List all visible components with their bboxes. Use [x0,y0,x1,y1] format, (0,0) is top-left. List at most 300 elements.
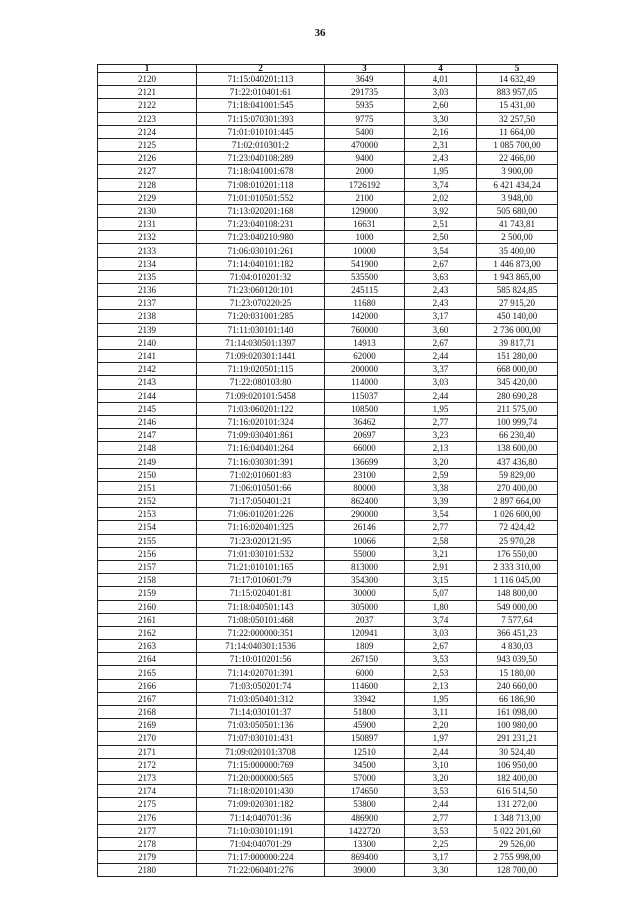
rate-cell: 3,92 [405,204,477,217]
table-row [98,323,558,336]
value-cell: 100 980,00 [477,719,558,732]
area-cell: 80000 [325,481,405,494]
row-number-cell: 2138 [98,310,197,323]
area-cell: 14913 [325,336,405,349]
table-row [98,363,558,376]
cadastral-number-cell: 71:18:020101:430 [197,785,325,798]
table-row [98,653,558,666]
table-row [98,152,558,165]
row-number-cell: 2170 [98,732,197,745]
area-cell: 16631 [325,218,405,231]
cadastral-number-cell: 71:20:031001:285 [197,310,325,323]
row-number-cell: 2142 [98,363,197,376]
rate-cell: 2,44 [405,745,477,758]
cadastral-number-cell: 71:22:000000:351 [197,626,325,639]
area-cell: 541900 [325,257,405,270]
row-number-cell: 2167 [98,692,197,705]
table-row [98,402,558,415]
row-number-cell: 2149 [98,455,197,468]
row-number-cell: 2171 [98,745,197,758]
cadastral-number-cell: 71:03:050401:312 [197,692,325,705]
table-row [98,613,558,626]
cadastral-number-cell: 71:16:020401:325 [197,521,325,534]
rate-cell: 2,02 [405,191,477,204]
table-row [98,231,558,244]
cadastral-number-cell: 71:18:041001:545 [197,99,325,112]
area-cell: 10066 [325,534,405,547]
area-cell: 2037 [325,613,405,626]
cadastral-number-cell: 71:23:040108:289 [197,152,325,165]
cadastral-number-cell: 71:22:060401:276 [197,864,325,877]
rate-cell: 3,53 [405,653,477,666]
area-cell: 5935 [325,99,405,112]
table-row [98,310,558,323]
area-cell: 45900 [325,719,405,732]
area-cell: 200000 [325,363,405,376]
area-cell: 245115 [325,284,405,297]
rate-cell: 2,67 [405,336,477,349]
row-number-cell: 2168 [98,706,197,719]
table-row [98,771,558,784]
cadastral-number-cell: 71:23:020121:95 [197,534,325,547]
rate-cell: 2,13 [405,679,477,692]
cadastral-number-cell: 71:08:010201:118 [197,178,325,191]
table-row [98,758,558,771]
row-number-cell: 2158 [98,574,197,587]
value-cell: 668 000,00 [477,363,558,376]
row-number-cell: 2155 [98,534,197,547]
value-cell: 2 736 000,00 [477,323,558,336]
table-row [98,244,558,257]
value-cell: 2 500,00 [477,231,558,244]
cadastral-number-cell: 71:23:070220:25 [197,297,325,310]
row-number-cell: 2151 [98,481,197,494]
area-cell: 129000 [325,204,405,217]
rate-cell: 3,03 [405,626,477,639]
area-cell: 11680 [325,297,405,310]
row-number-cell: 2152 [98,495,197,508]
area-cell: 13300 [325,837,405,850]
value-cell: 131 272,00 [477,798,558,811]
rate-cell: 1,80 [405,600,477,613]
row-number-cell: 2146 [98,415,197,428]
value-cell: 22 466,00 [477,152,558,165]
rate-cell: 2,43 [405,152,477,165]
value-cell: 138 600,00 [477,442,558,455]
area-cell: 813000 [325,560,405,573]
column-header-1: 1 [98,65,197,73]
row-number-cell: 2157 [98,560,197,573]
row-number-cell: 2135 [98,270,197,283]
value-cell: 15 180,00 [477,666,558,679]
row-number-cell: 2127 [98,165,197,178]
cadastral-number-cell: 71:06:010201:226 [197,508,325,521]
row-number-cell: 2156 [98,547,197,560]
rate-cell: 3,20 [405,771,477,784]
table-row [98,600,558,613]
value-cell: 182 400,00 [477,771,558,784]
table-row [98,560,558,573]
table-row [98,745,558,758]
table-row [98,73,558,86]
cadastral-number-cell: 71:02:010601:83 [197,468,325,481]
table-row [98,534,558,547]
table-row [98,86,558,99]
table-row [98,864,558,877]
table-row [98,798,558,811]
row-number-cell: 2175 [98,798,197,811]
area-cell: 115037 [325,389,405,402]
header-row [98,65,558,73]
table-row [98,521,558,534]
row-number-cell: 2134 [98,257,197,270]
row-number-cell: 2169 [98,719,197,732]
area-cell: 136699 [325,455,405,468]
column-header-4: 4 [405,65,477,73]
area-cell: 30000 [325,587,405,600]
area-cell: 53800 [325,798,405,811]
value-cell: 270 400,00 [477,481,558,494]
rate-cell: 3,21 [405,547,477,560]
area-cell: 66000 [325,442,405,455]
table-row [98,706,558,719]
rate-cell: 4,01 [405,73,477,86]
area-cell: 33942 [325,692,405,705]
cadastral-number-cell: 71:23:040108:231 [197,218,325,231]
row-number-cell: 2143 [98,376,197,389]
rate-cell: 2,44 [405,349,477,362]
cadastral-number-cell: 71:18:040501:143 [197,600,325,613]
row-number-cell: 2144 [98,389,197,402]
rate-cell: 1,95 [405,165,477,178]
value-cell: 3 900,00 [477,165,558,178]
table-row [98,495,558,508]
row-number-cell: 2150 [98,468,197,481]
area-cell: 486900 [325,811,405,824]
cadastral-number-cell: 71:11:030101:140 [197,323,325,336]
area-cell: 535500 [325,270,405,283]
cadastral-number-cell: 71:16:030301:391 [197,455,325,468]
value-cell: 27 915,20 [477,297,558,310]
table-row [98,349,558,362]
rate-cell: 3,53 [405,824,477,837]
rate-cell: 2,16 [405,125,477,138]
value-cell: 1 116 045,00 [477,574,558,587]
row-number-cell: 2148 [98,442,197,455]
area-cell: 9400 [325,152,405,165]
value-cell: 616 514,50 [477,785,558,798]
row-number-cell: 2179 [98,851,197,864]
column-header-2: 2 [197,65,325,73]
cadastral-number-cell: 71:17:010601:79 [197,574,325,587]
rate-cell: 2,20 [405,719,477,732]
rate-cell: 3,30 [405,112,477,125]
value-cell: 345 420,00 [477,376,558,389]
value-cell: 25 970,28 [477,534,558,547]
rate-cell: 3,17 [405,851,477,864]
area-cell: 3649 [325,73,405,86]
value-cell: 35 400,00 [477,244,558,257]
table-body [98,73,558,877]
rate-cell: 2,60 [405,99,477,112]
table-row [98,692,558,705]
rate-cell: 3,15 [405,574,477,587]
rate-cell: 3,39 [405,495,477,508]
value-cell: 240 660,00 [477,679,558,692]
area-cell: 114000 [325,376,405,389]
value-cell: 29 526,00 [477,837,558,850]
area-cell: 12510 [325,745,405,758]
row-number-cell: 2164 [98,653,197,666]
value-cell: 1 348 713,00 [477,811,558,824]
table-row [98,389,558,402]
rate-cell: 2,53 [405,666,477,679]
area-cell: 869400 [325,851,405,864]
row-number-cell: 2140 [98,336,197,349]
value-cell: 151 280,00 [477,349,558,362]
rate-cell: 3,60 [405,323,477,336]
rate-cell: 3,53 [405,785,477,798]
area-cell: 354300 [325,574,405,587]
area-cell: 34500 [325,758,405,771]
cadastral-number-cell: 71:14:030101:37 [197,706,325,719]
cadastral-number-cell: 71:09:020101:3708 [197,745,325,758]
rate-cell: 1,95 [405,402,477,415]
area-cell: 305000 [325,600,405,613]
area-cell: 1422720 [325,824,405,837]
table-row [98,125,558,138]
rate-cell: 2,77 [405,415,477,428]
table-row [98,640,558,653]
cadastral-number-cell: 71:15:020401:81 [197,587,325,600]
row-number-cell: 2153 [98,508,197,521]
rate-cell: 3,37 [405,363,477,376]
rate-cell: 1,97 [405,732,477,745]
row-number-cell: 2172 [98,758,197,771]
rate-cell: 2,51 [405,218,477,231]
value-cell: 176 550,00 [477,547,558,560]
area-cell: 9775 [325,112,405,125]
table-row [98,218,558,231]
table-row [98,99,558,112]
cadastral-number-cell: 71:16:020101:324 [197,415,325,428]
value-cell: 549 000,00 [477,600,558,613]
area-cell: 6000 [325,666,405,679]
rate-cell: 3,10 [405,758,477,771]
value-cell: 6 421 434,24 [477,178,558,191]
table-row [98,574,558,587]
value-cell: 505 680,00 [477,204,558,217]
value-cell: 1 026 600,00 [477,508,558,521]
row-number-cell: 2132 [98,231,197,244]
value-cell: 450 140,00 [477,310,558,323]
row-number-cell: 2125 [98,138,197,151]
rate-cell: 2,25 [405,837,477,850]
value-cell: 5 022 201,60 [477,824,558,837]
cadastral-number-cell: 71:01:010101:445 [197,125,325,138]
cadastral-number-cell: 71:09:020301:1441 [197,349,325,362]
table-row [98,415,558,428]
value-cell: 39 817,71 [477,336,558,349]
rate-cell: 2,59 [405,468,477,481]
area-cell: 108500 [325,402,405,415]
value-cell: 7 577,64 [477,613,558,626]
area-cell: 57000 [325,771,405,784]
cadastral-number-cell: 71:08:050101:468 [197,613,325,626]
table-row [98,508,558,521]
area-cell: 150897 [325,732,405,745]
table-row [98,429,558,442]
table-row [98,257,558,270]
table-header [98,65,558,73]
row-number-cell: 2129 [98,191,197,204]
table-row [98,824,558,837]
rate-cell: 3,03 [405,376,477,389]
value-cell: 1 943 865,00 [477,270,558,283]
cadastral-number-cell: 71:17:000000:224 [197,851,325,864]
row-number-cell: 2122 [98,99,197,112]
row-number-cell: 2136 [98,284,197,297]
row-number-cell: 2121 [98,86,197,99]
rate-cell: 2,44 [405,798,477,811]
cadastral-number-cell: 71:16:040401:264 [197,442,325,455]
value-cell: 211 575,00 [477,402,558,415]
value-cell: 100 999,74 [477,415,558,428]
rate-cell: 1,95 [405,692,477,705]
table-row [98,112,558,125]
rate-cell: 5,07 [405,587,477,600]
area-cell: 2100 [325,191,405,204]
value-cell: 15 431,00 [477,99,558,112]
row-number-cell: 2161 [98,613,197,626]
row-number-cell: 2120 [98,73,197,86]
value-cell: 66 186,90 [477,692,558,705]
area-cell: 760000 [325,323,405,336]
value-cell: 72 424,42 [477,521,558,534]
row-number-cell: 2162 [98,626,197,639]
table-row [98,178,558,191]
area-cell: 290000 [325,508,405,521]
area-cell: 470000 [325,138,405,151]
cadastral-number-cell: 71:21:010101:165 [197,560,325,573]
area-cell: 1000 [325,231,405,244]
table-row [98,204,558,217]
rate-cell: 3,11 [405,706,477,719]
area-cell: 5400 [325,125,405,138]
value-cell: 2 755 998,00 [477,851,558,864]
rate-cell: 2,77 [405,521,477,534]
cadastral-number-cell: 71:13:020201:168 [197,204,325,217]
page-number: 36 [314,27,326,39]
area-cell: 267150 [325,653,405,666]
table-row [98,138,558,151]
table-row [98,851,558,864]
rate-cell: 2,58 [405,534,477,547]
table-row [98,626,558,639]
value-cell: 128 700,00 [477,864,558,877]
cadastral-number-cell: 71:09:030401:861 [197,429,325,442]
table-row [98,547,558,560]
table-row [98,270,558,283]
cadastral-number-cell: 71:14:040101:182 [197,257,325,270]
value-cell: 585 824,85 [477,284,558,297]
cadastral-number-cell: 71:23:040210:980 [197,231,325,244]
table-row [98,455,558,468]
row-number-cell: 2131 [98,218,197,231]
land-registry-table [97,64,558,877]
area-cell: 36462 [325,415,405,428]
column-header-3: 3 [325,65,405,73]
cadastral-number-cell: 71:03:050201:74 [197,679,325,692]
cadastral-number-cell: 71:10:010201:56 [197,653,325,666]
value-cell: 1 446 873,00 [477,257,558,270]
area-cell: 20697 [325,429,405,442]
cadastral-number-cell: 71:14:040701:36 [197,811,325,824]
area-cell: 1726192 [325,178,405,191]
value-cell: 30 524,40 [477,745,558,758]
cadastral-number-cell: 71:09:020301:182 [197,798,325,811]
cadastral-number-cell: 71:15:040201:113 [197,73,325,86]
rate-cell: 2,50 [405,231,477,244]
row-number-cell: 2154 [98,521,197,534]
row-number-cell: 2173 [98,771,197,784]
rate-cell: 2,91 [405,560,477,573]
table-row [98,666,558,679]
area-cell: 120941 [325,626,405,639]
row-number-cell: 2141 [98,349,197,362]
value-cell: 366 451,23 [477,626,558,639]
cadastral-number-cell: 71:10:030101:191 [197,824,325,837]
row-number-cell: 2178 [98,837,197,850]
cadastral-number-cell: 71:20:000000:565 [197,771,325,784]
cadastral-number-cell: 71:03:060201:122 [197,402,325,415]
rate-cell: 3,03 [405,86,477,99]
table-row [98,284,558,297]
cadastral-number-cell: 71:14:040301:1536 [197,640,325,653]
value-cell: 161 098,00 [477,706,558,719]
cadastral-number-cell: 71:18:041001:678 [197,165,325,178]
rate-cell: 2,31 [405,138,477,151]
rate-cell: 3,17 [405,310,477,323]
row-number-cell: 2145 [98,402,197,415]
value-cell: 3 948,00 [477,191,558,204]
row-number-cell: 2165 [98,666,197,679]
rate-cell: 2,43 [405,297,477,310]
row-number-cell: 2166 [98,679,197,692]
cadastral-number-cell: 71:09:020101:5458 [197,389,325,402]
area-cell: 62000 [325,349,405,362]
cadastral-number-cell: 71:07:030101:431 [197,732,325,745]
cadastral-number-cell: 71:06:010501:66 [197,481,325,494]
table-row [98,468,558,481]
area-cell: 291735 [325,86,405,99]
value-cell: 2 333 310,00 [477,560,558,573]
cadastral-number-cell: 71:22:080103:80 [197,376,325,389]
value-cell: 291 231,21 [477,732,558,745]
row-number-cell: 2137 [98,297,197,310]
cadastral-number-cell: 71:15:000000:769 [197,758,325,771]
area-cell: 10000 [325,244,405,257]
cadastral-number-cell: 71:03:050501:136 [197,719,325,732]
cadastral-number-cell: 71:14:020701:391 [197,666,325,679]
value-cell: 148 800,00 [477,587,558,600]
table-row [98,297,558,310]
area-cell: 114600 [325,679,405,692]
value-cell: 41 743,81 [477,218,558,231]
cadastral-number-cell: 71:17:050401:21 [197,495,325,508]
area-cell: 51800 [325,706,405,719]
rate-cell: 3,54 [405,508,477,521]
